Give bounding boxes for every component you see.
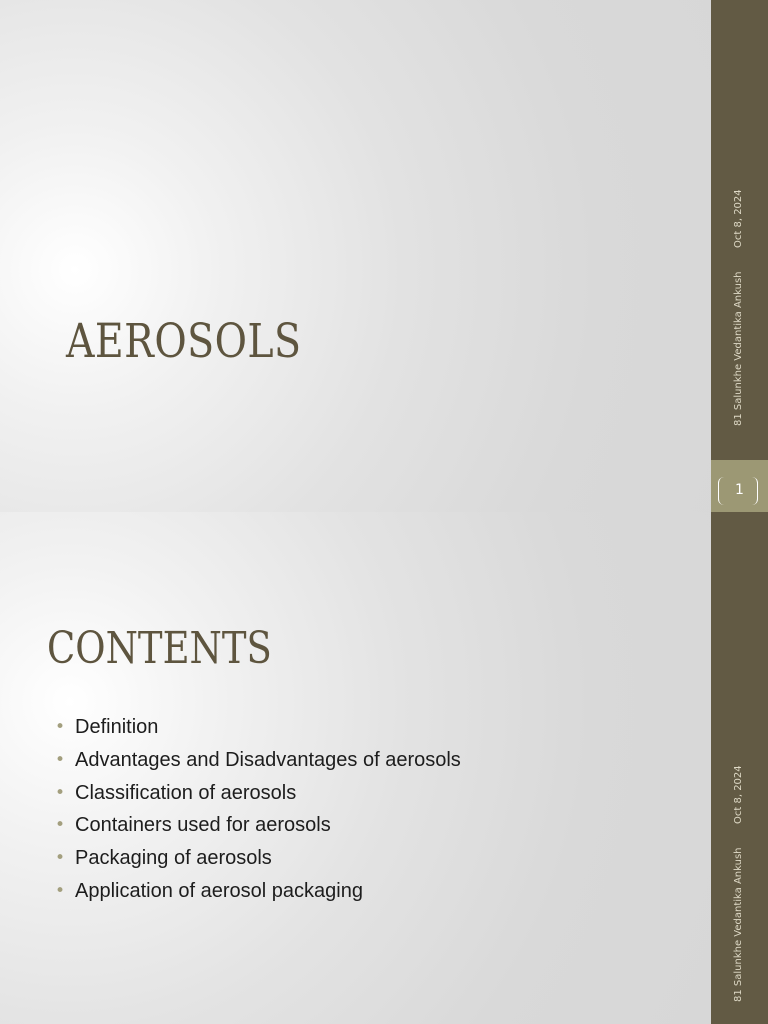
footer-author: 81 Salunkhe Vedantika Ankush — [733, 271, 744, 426]
bullet-icon: • — [55, 717, 66, 737]
page-number-badge — [711, 460, 768, 512]
bullet-icon: • — [55, 848, 66, 869]
contents-heading: CONTENTS — [47, 623, 272, 674]
slide-2[interactable] — [0, 512, 768, 1024]
bullet-icon: • — [55, 749, 66, 770]
list-item-text: Advantages and Disadvantages of aerosols — [75, 748, 461, 771]
page-number: 1 — [735, 482, 744, 498]
slide-sidebar — [711, 0, 768, 512]
footer-date: Oct 8, 2024 — [733, 765, 744, 824]
bullet-icon: • — [55, 880, 66, 901]
list-item-text: Application of aerosol packaging — [75, 879, 363, 902]
list-item-text: Packaging of aerosols — [75, 847, 272, 870]
bullet-icon: • — [55, 815, 66, 836]
footer-date: Oct 8, 2024 — [733, 189, 744, 248]
bullet-icon: • — [55, 782, 66, 803]
list-item-text: Classification of aerosols — [75, 781, 297, 804]
list-item-text: Containers used for aerosols — [75, 814, 331, 837]
footer-author: 81 Salunkhe Vedantika Ankush — [733, 847, 744, 1002]
list-item-text: Definition — [75, 716, 159, 738]
slide-background — [0, 0, 711, 512]
slide-title: AEROSOLS — [66, 314, 302, 369]
